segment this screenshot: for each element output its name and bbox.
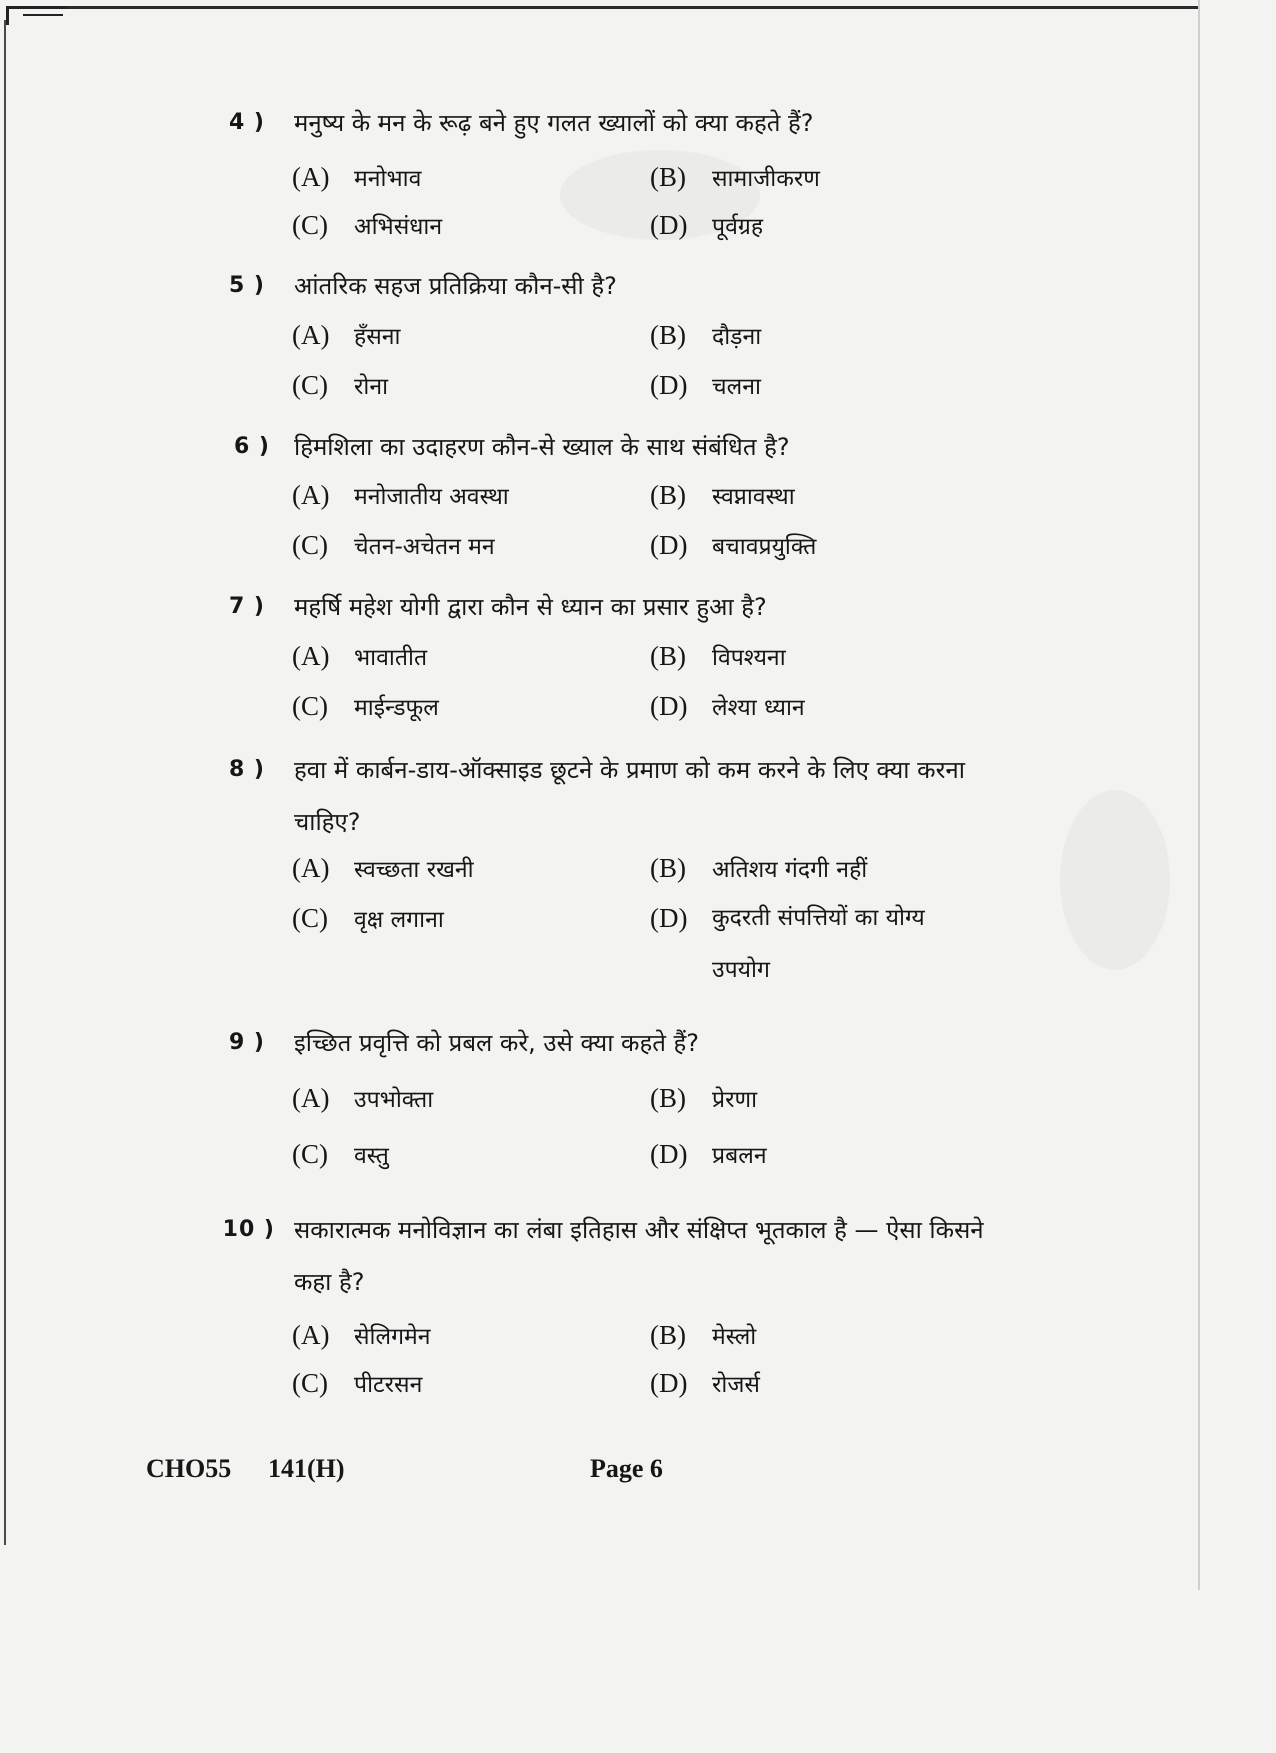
option-d[interactable]: (D) पूर्वग्रह	[650, 210, 764, 240]
option-a[interactable]: (A) हँसना	[292, 320, 401, 350]
question-number: 6 )	[233, 434, 270, 459]
option-c[interactable]: (C) वस्तु	[292, 1139, 389, 1169]
option-d[interactable]: (D) कुदरती संपत्तियों का योग्य उपयोग	[650, 903, 925, 983]
question-number: 8 )	[228, 757, 265, 782]
right-margin-line	[1198, 0, 1200, 1590]
top-border-line	[40, 6, 1200, 9]
corner-registration-mark	[6, 6, 67, 25]
option-c[interactable]: (C) रोना	[292, 370, 389, 400]
option-a[interactable]: (A) मनोभाव	[292, 162, 422, 192]
option-d[interactable]: (D) प्रबलन	[650, 1139, 767, 1169]
option-a[interactable]: (A) मनोजातीय अवस्था	[292, 480, 509, 510]
question-number: 10 )	[222, 1217, 275, 1242]
footer-page-number: Page 6	[590, 1454, 663, 1483]
option-d[interactable]: (D) लेश्या ध्यान	[650, 691, 805, 721]
question-text: मनुष्य के मन के रूढ़ बने हुए गलत ख्यालों को क्या कहते हैं?	[294, 109, 814, 137]
footer-paper-number: 141(H)	[268, 1454, 345, 1483]
option-a[interactable]: (A) भावातीत	[292, 641, 428, 671]
option-c[interactable]: (C) पीटरसन	[292, 1368, 423, 1398]
option-b[interactable]: (B) प्रेरणा	[650, 1083, 758, 1113]
question-text: आंतरिक सहज प्रतिक्रिया कौन-सी है?	[294, 272, 617, 300]
question-text: हिमशिला का उदाहरण कौन-से ख्याल के साथ संबंधित है?	[294, 433, 790, 461]
option-b[interactable]: (B) विपश्यना	[650, 641, 786, 671]
option-c[interactable]: (C) चेतन-अचेतन मन	[292, 530, 495, 560]
option-a[interactable]: (A) उपभोक्ता	[292, 1083, 434, 1113]
left-margin-line	[4, 20, 6, 1545]
option-a[interactable]: (A) सेलिगमेन	[292, 1320, 431, 1350]
question-number: 7 )	[228, 594, 265, 619]
scan-smudge	[1060, 790, 1170, 970]
question-text: हवा में कार्बन-डाय-ऑक्साइड छूटने के प्रमाण को कम करने के लिए क्या करना चाहिए?	[294, 756, 965, 836]
option-b[interactable]: (B) अतिशय गंदगी नहीं	[650, 853, 868, 883]
question-number: 5 )	[228, 273, 265, 298]
option-d[interactable]: (D) रोजर्स	[650, 1368, 760, 1398]
option-b[interactable]: (B) मेस्लो	[650, 1320, 757, 1350]
question-number: 9 )	[228, 1030, 265, 1055]
option-d[interactable]: (D) बचावप्रयुक्ति	[650, 530, 817, 560]
option-b[interactable]: (B) स्वप्नावस्था	[650, 480, 795, 510]
option-c[interactable]: (C) अभिसंधान	[292, 210, 443, 240]
option-a[interactable]: (A) स्वच्छता रखनी	[292, 853, 474, 883]
option-b[interactable]: (B) सामाजीकरण	[650, 162, 820, 192]
option-c[interactable]: (C) माईन्डफूल	[292, 691, 439, 721]
question-text: सकारात्मक मनोविज्ञान का लंबा इतिहास और संक्षिप्त भूतकाल है — ऐसा किसने कहा है?	[294, 1216, 984, 1296]
question-number: 4 )	[228, 110, 265, 135]
question-text: इच्छित प्रवृत्ति को प्रबल करे, उसे क्या कहते हैं?	[294, 1029, 700, 1057]
question-text: महर्षि महेश योगी द्वारा कौन से ध्यान का प्रसार हुआ है?	[294, 593, 767, 621]
option-c[interactable]: (C) वृक्ष लगाना	[292, 903, 444, 933]
footer-paper-code: CHO55	[146, 1454, 232, 1483]
option-b[interactable]: (B) दौड़ना	[650, 320, 762, 350]
option-d[interactable]: (D) चलना	[650, 370, 761, 400]
